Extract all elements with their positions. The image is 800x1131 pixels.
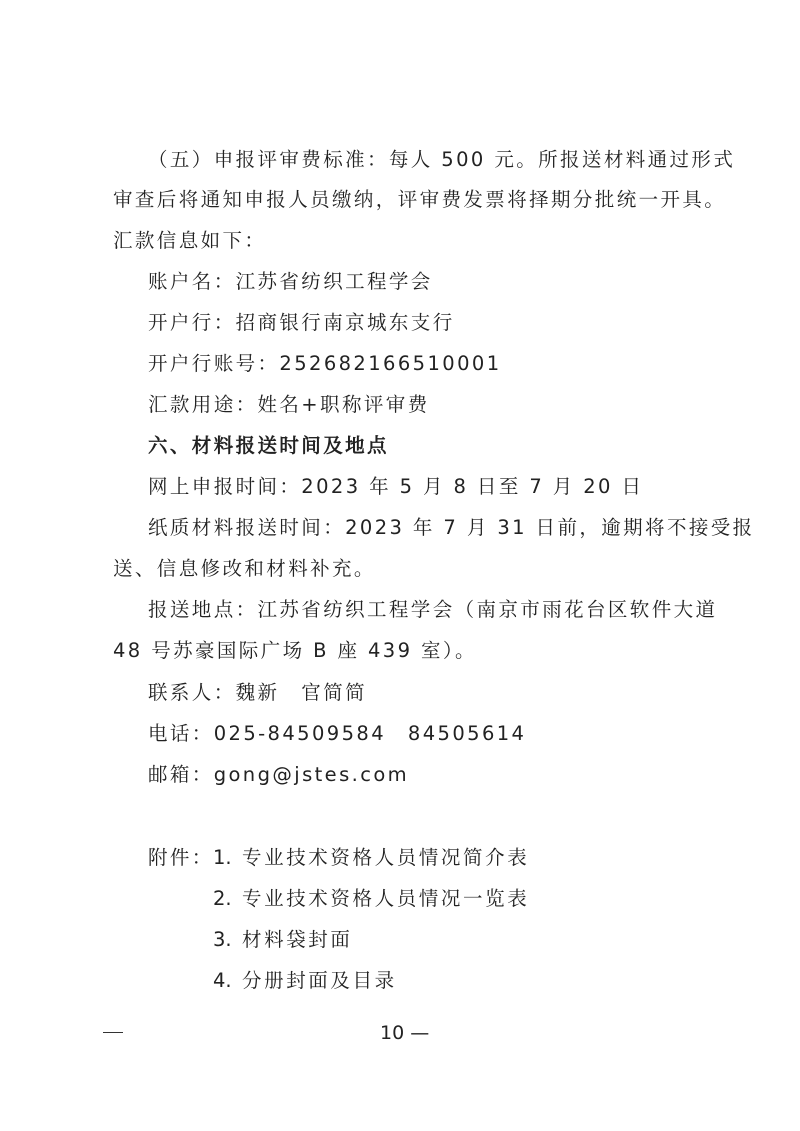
fee-paragraph-line-1: （五）申报评审费标准：每人 500 元。所报送材料通过形式 [148, 148, 736, 171]
attachments-label: 附件： [148, 846, 214, 869]
attachment-number: 3. [213, 928, 232, 951]
account-number: 开户行账号：252682166510001 [148, 352, 502, 375]
remittance-purpose: 汇款用途：姓名+职称评审费 [148, 393, 430, 416]
section-heading: 六、材料报送时间及地点 [148, 434, 389, 457]
place-line-1: 报送地点：江苏省纺织工程学会（南京市雨花台区软件大道 [148, 598, 718, 621]
paper-time-line-1: 纸质材料报送时间：2023 年 7 月 31 日前，逾期将不接受报 [148, 516, 755, 539]
account-name: 账户名：江苏省纺织工程学会 [148, 270, 433, 293]
attachment-title: 分册封面及目录 [242, 969, 397, 992]
fee-paragraph-line-3: 汇款信息如下： [113, 229, 267, 252]
email: 邮箱：gong@jstes.com [148, 763, 410, 786]
attachment-number: 4. [213, 969, 232, 992]
paper-time-line-2: 送、信息修改和材料补充。 [113, 557, 376, 580]
page-number: 10 — [380, 1022, 430, 1044]
phone: 电话：025-84509584 84505614 [148, 722, 527, 745]
attachment-number: 1. [213, 846, 232, 869]
place-line-2: 48 号苏豪国际广场 B 座 439 室）。 [113, 639, 477, 662]
attachment-number: 2. [213, 887, 232, 910]
attachment-title: 专业技术资格人员情况简介表 [242, 846, 530, 869]
contact-person: 联系人：魏新 官简简 [148, 681, 368, 704]
attachment-title: 专业技术资格人员情况一览表 [242, 887, 530, 910]
bank-name: 开户行：招商银行南京城东支行 [148, 311, 455, 334]
footer-left-dash [103, 1032, 123, 1033]
fee-paragraph-line-2: 审查后将通知申报人员缴纳，评审费发票将择期分批统一开具。 [113, 188, 727, 211]
attachment-title: 材料袋封面 [242, 928, 353, 951]
online-time: 网上申报时间：2023 年 5 月 8 日至 7 月 20 日 [148, 475, 644, 498]
